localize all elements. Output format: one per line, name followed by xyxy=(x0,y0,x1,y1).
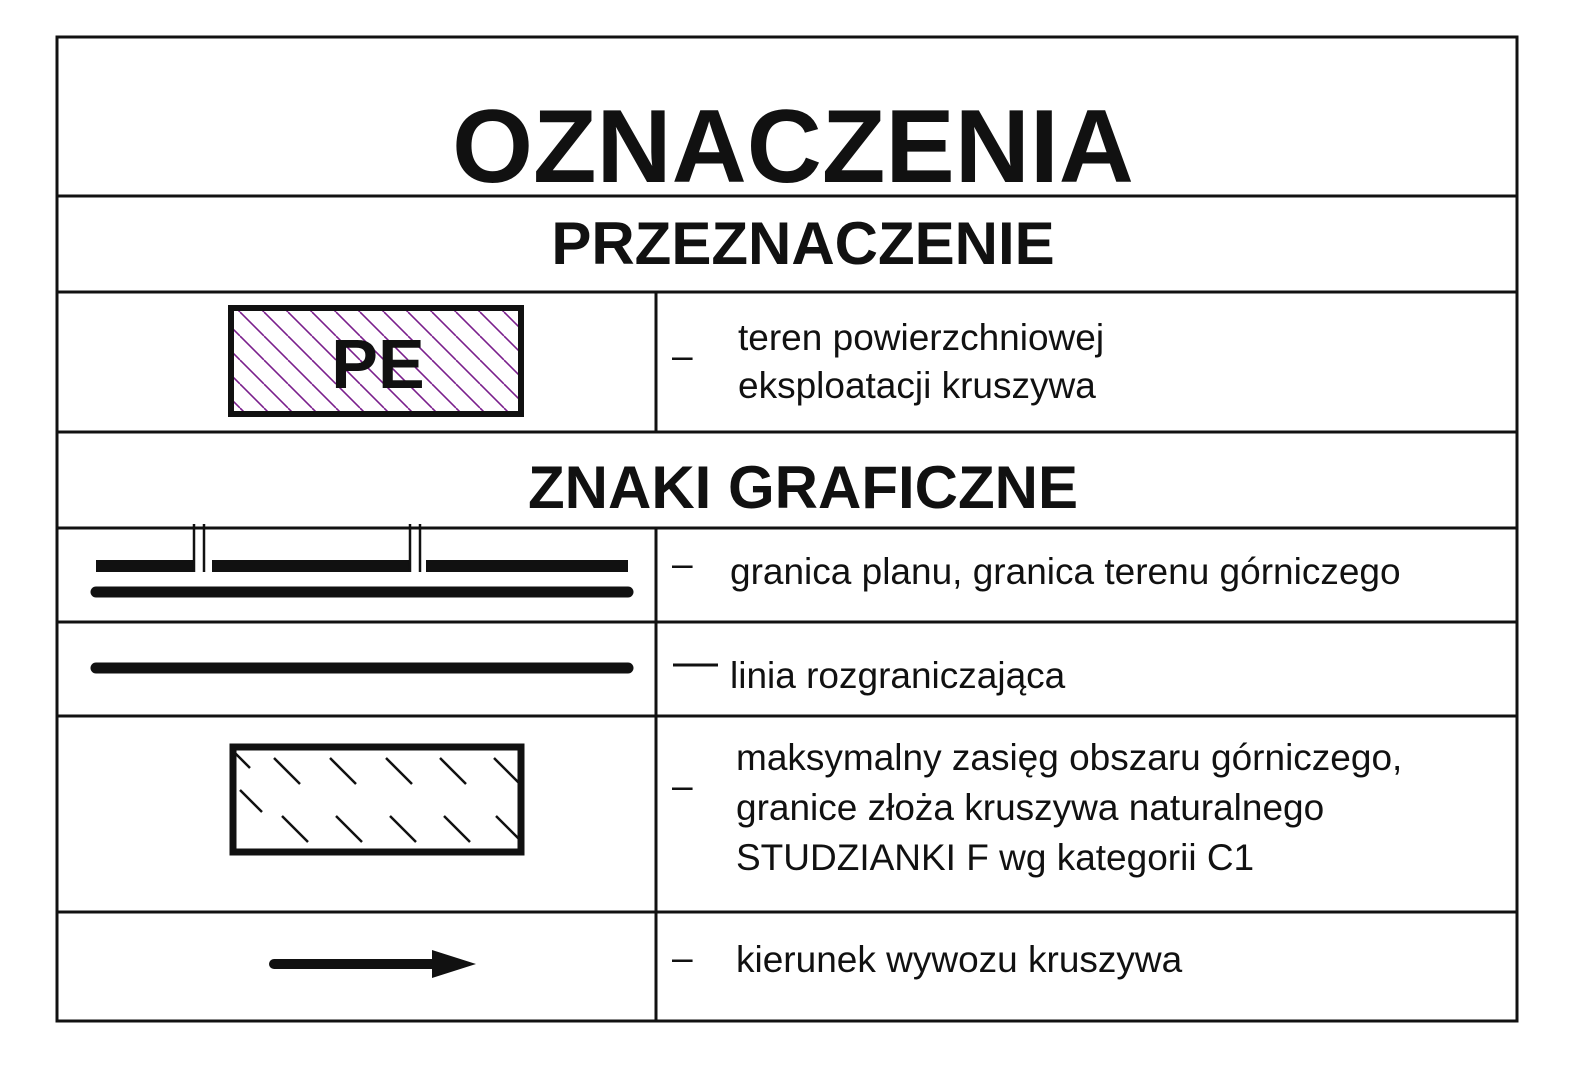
dividing-line-description: linia rozgraniczająca xyxy=(730,655,1066,696)
legend-title: OZNACZENIA xyxy=(452,89,1134,205)
pe-description-line-2: eksploatacji kruszywa xyxy=(738,365,1096,406)
direction-arrow-dash: – xyxy=(672,937,693,978)
mining-area-description-line-2: granice złoża kruszywa naturalnego xyxy=(736,787,1325,828)
mining-area-description-line-1: maksymalny zasięg obszaru górniczego, xyxy=(736,737,1403,778)
plan-boundary-dash: – xyxy=(672,543,693,584)
pe-dash: – xyxy=(672,335,693,376)
mining-area-symbol xyxy=(222,740,522,852)
pe-symbol xyxy=(231,308,521,414)
pe-symbol-label: PE xyxy=(331,325,425,403)
plan-boundary-description: granica planu, granica terenu górniczego xyxy=(730,551,1401,592)
mining-area-dash: – xyxy=(672,765,693,806)
plan-boundary-symbol xyxy=(96,524,628,592)
direction-arrow-symbol xyxy=(274,950,476,978)
mining-area-description-line-3: STUDZIANKI F wg kategorii C1 xyxy=(736,837,1255,878)
pe-description-line-1: teren powierzchniowej xyxy=(738,317,1105,358)
section-heading-graphic-signs: ZNAKI GRAFICZNE xyxy=(528,454,1078,521)
section-heading-purpose: PRZEZNACZENIE xyxy=(551,210,1055,277)
direction-arrow-description: kierunek wywozu kruszywa xyxy=(736,939,1183,980)
